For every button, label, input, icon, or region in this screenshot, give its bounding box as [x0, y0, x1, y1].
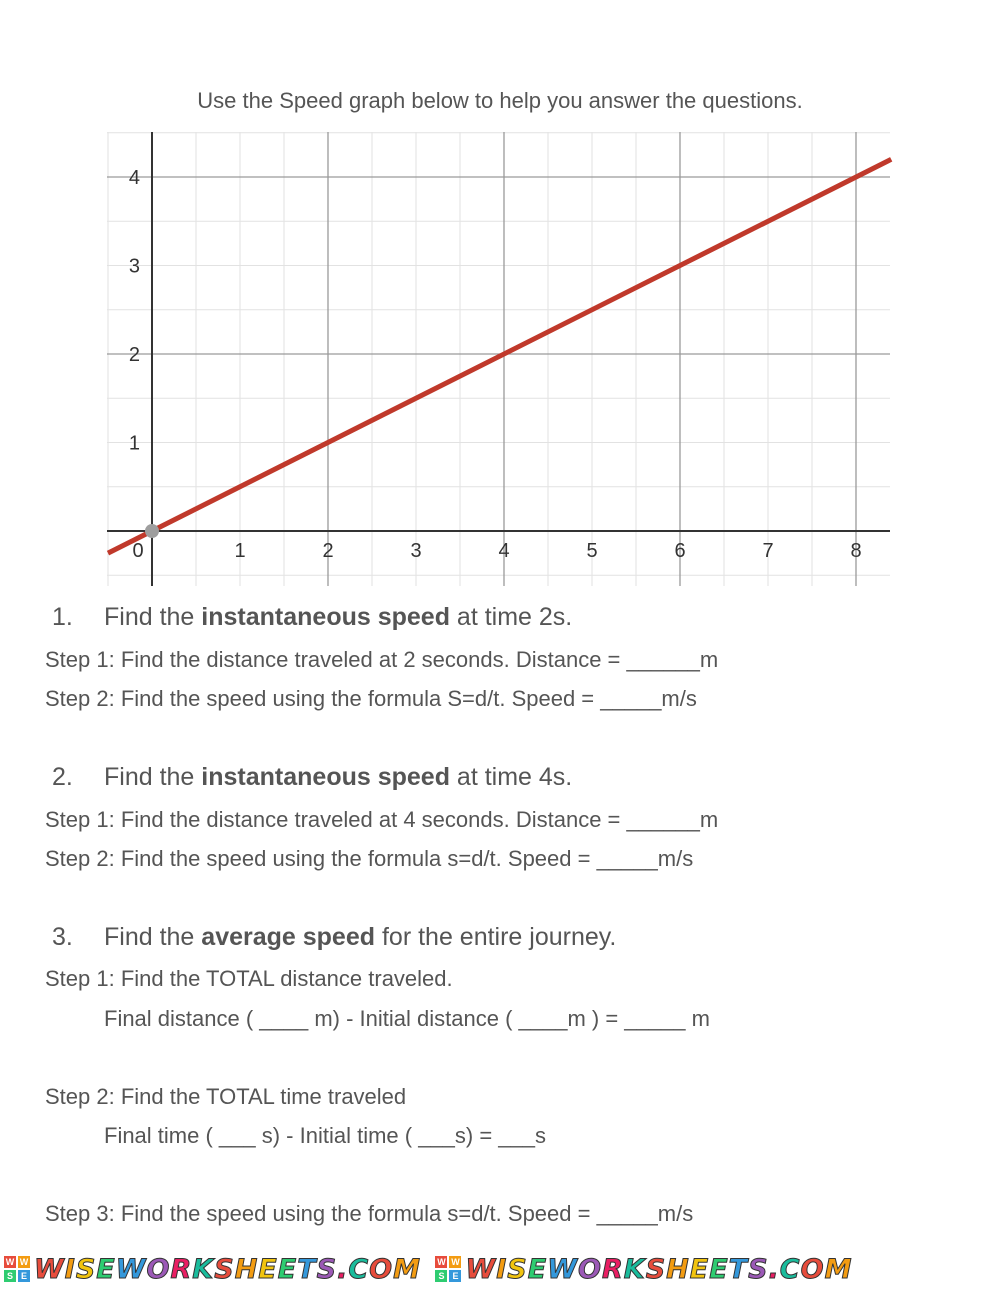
x-tick-label: 4: [498, 540, 510, 562]
origin-point: [145, 524, 159, 538]
q3-step-3: Step 3: Find the speed using the formula s=d/t. Speed = _____m/s: [45, 1201, 694, 1226]
distance-line: [108, 159, 891, 553]
x-tick-label: 3: [410, 540, 422, 562]
question-3: 3. Find the average speed for the entire journey.: [52, 923, 617, 951]
y-tick-label: 3: [128, 255, 140, 278]
brand-text-1: WISEWORKSHEETS.COM: [34, 1253, 421, 1285]
brand-logo: [435, 1254, 852, 1285]
question-number: 3.: [52, 923, 73, 951]
x-tick-label: 5: [586, 540, 598, 562]
logo-icon: W W S E: [437, 1257, 460, 1281]
y-tick-label: 4: [128, 167, 140, 189]
x-tick-label: 6: [674, 540, 686, 562]
question-keyword: instantaneous speed: [201, 603, 450, 631]
question-2: 2. Find the instantaneous speed at time 4s.: [52, 763, 573, 791]
intro-text: Use the Speed graph below to help you answer the questions.: [197, 88, 803, 113]
footer-watermark: [0, 1252, 1000, 1288]
question-1: 1. Find the instantaneous speed at time 2s.: [52, 603, 573, 631]
q3-step-1: Step 1: Find the TOTAL distance traveled.: [45, 966, 453, 991]
logo-icon: W W S E: [5, 1257, 29, 1281]
q3-step-2-detail: Final time ( ___ s) - Initial time ( ___s) = ___s: [104, 1123, 546, 1148]
q3-step-1-detail: Final distance ( ____ m) - Initial distance ( ____m ) = _____ m: [104, 1006, 710, 1031]
q1-step-2: Step 2: Find the speed using the formula S=d/t. Speed = _____m/s: [45, 686, 697, 711]
x-tick-label: 1: [234, 540, 246, 562]
x-tick-label: 2: [322, 540, 334, 562]
y-tick-label: 1: [128, 432, 140, 455]
x-tick-label: 8: [850, 540, 862, 562]
q1-step-1: Step 1: Find the distance traveled at 2 seconds. Distance = ______m: [45, 647, 719, 672]
q2-step-1: Step 1: Find the distance traveled at 4 seconds. Distance = ______m: [45, 807, 719, 832]
brand-text-2: WISEWORKSHEETS.COM: [465, 1253, 853, 1285]
y-tick-label: 2: [128, 344, 140, 366]
x-tick-label: 7: [762, 540, 774, 562]
speed-graph: [0, 0, 1000, 600]
brand-logo: [4, 1254, 421, 1285]
x-tick-label: 0: [132, 540, 144, 562]
q3-step-2: Step 2: Find the TOTAL time traveled: [45, 1084, 407, 1109]
question-number: 1.: [52, 603, 73, 631]
question-keyword: average speed: [201, 923, 376, 951]
q2-step-2: Step 2: Find the speed using the formula s=d/t. Speed = _____m/s: [45, 846, 694, 871]
question-number: 2.: [52, 763, 73, 791]
question-keyword: instantaneous speed: [201, 763, 450, 791]
